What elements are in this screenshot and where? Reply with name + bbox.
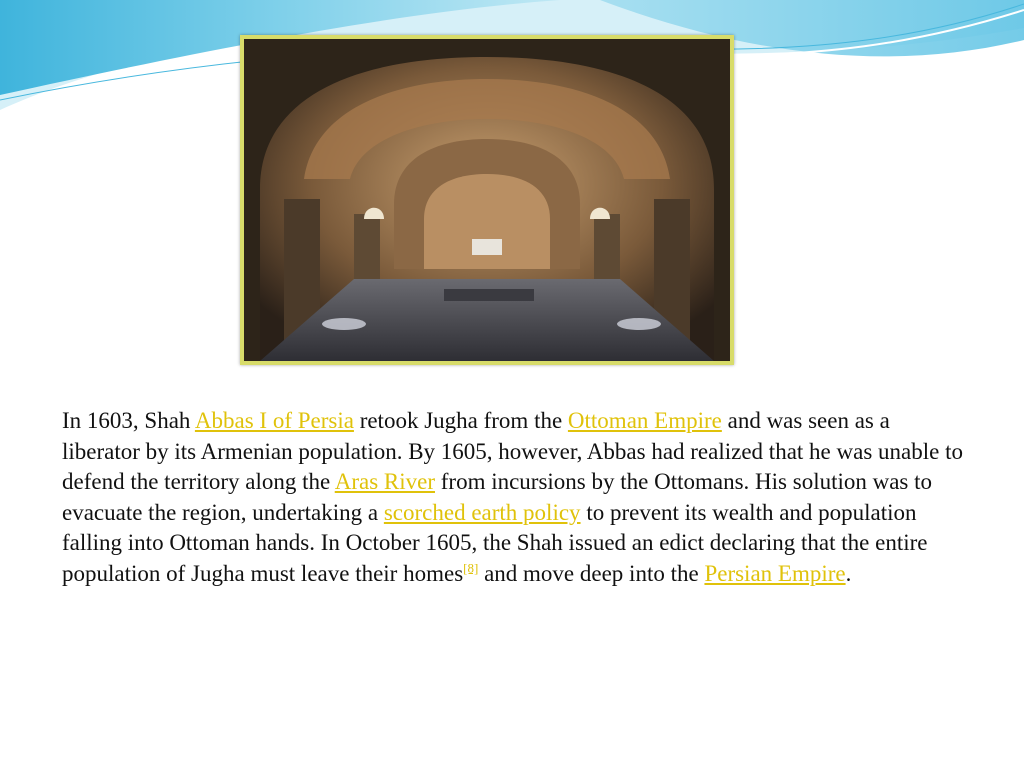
- paragraph-text: and move deep into the: [478, 560, 705, 586]
- link-ottoman-empire[interactable]: Ottoman Empire: [567, 408, 722, 433]
- link-aras-river[interactable]: Aras River: [334, 469, 435, 495]
- link-persian-empire[interactable]: Persian Empire: [704, 560, 846, 586]
- vaulted-interior-photo: [240, 35, 734, 365]
- reference-link-8[interactable]: [8]: [463, 560, 479, 576]
- link-scorched-earth-policy[interactable]: scorched earth policy: [383, 499, 581, 525]
- link-abbas-i-of-persia[interactable]: Abbas I of Persia: [194, 408, 354, 433]
- paragraph-text: .: [845, 560, 852, 586]
- paragraph-text: from incursions by the Ottomans. His solution was to evacuate the region, undertaking a: [62, 469, 933, 525]
- paragraph-text: and was seen as a liberator by its Armenian population. By 1605, however, Abbas had realized that he was unable to defend the territory along the: [62, 408, 963, 495]
- photo-illustration: [244, 39, 730, 361]
- paragraph-text: retook Jugha from the: [353, 408, 568, 433]
- paragraph-text: to prevent its wealth and population falling into Ottoman hands. In October 1605, the Shah issued an edict declaring that the entire population of Jugha must leave their homes: [62, 499, 928, 586]
- paragraph-text: In 1603, Shah: [62, 408, 195, 433]
- body-paragraph: [62, 406, 967, 590]
